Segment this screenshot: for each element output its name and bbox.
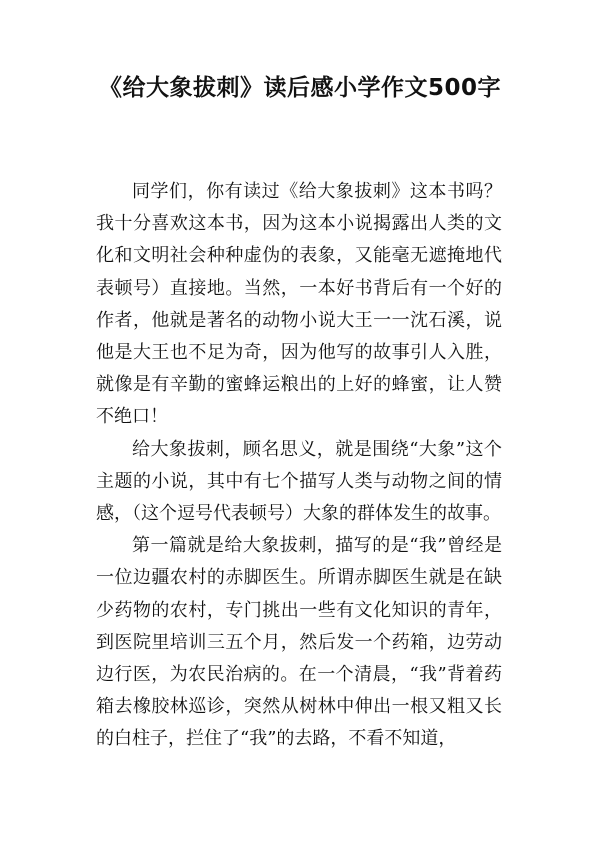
paragraph-first-story: 第一篇就是给大象拔刺，描写的是“我”曾经是一位边疆农村的赤脚医生。所谓赤脚医生就是在缺少药物的农村，专门挑出一些有文化知识的青年，到医院里培训三五个月，然后发一个药箱，边劳动边行医，为农民治病的。在一个清晨，“我”背着药箱去橡胶林巡诊，突然从树林中伸出一根又粗又长的白柱子，拦住了“我”的去路，不看不知道， [96, 535, 502, 750]
paragraph-summary: 给大象拔刺，顾名思义，就是围绕“大象”这个主题的小说，其中有七个描写人类与动物之间的情感，（这个逗号代表顿号）大象的群体发生的故事。 [96, 438, 502, 525]
document-body [96, 176, 502, 756]
paragraph-intro: 同学们，你有读过《给大象拔刺》这本书吗？我十分喜欢这本书，因为这本小说揭露出人类的文化和文明社会种种虚伪的表象，又能毫无遮掩地代表顿号）直接地。当然，一本好书背后有一个好的作者，他就是著名的动物小说大王一一沈石溪，说他是大王也不足为奇，因为他写的故事引人入胜，就像是有辛勤的蜜蜂运粮出的上好的蜂蜜，让人赞不绝口！ [96, 181, 502, 428]
document-title: 《给大象拔刺》读后感小学作文500字 [98, 75, 501, 101]
